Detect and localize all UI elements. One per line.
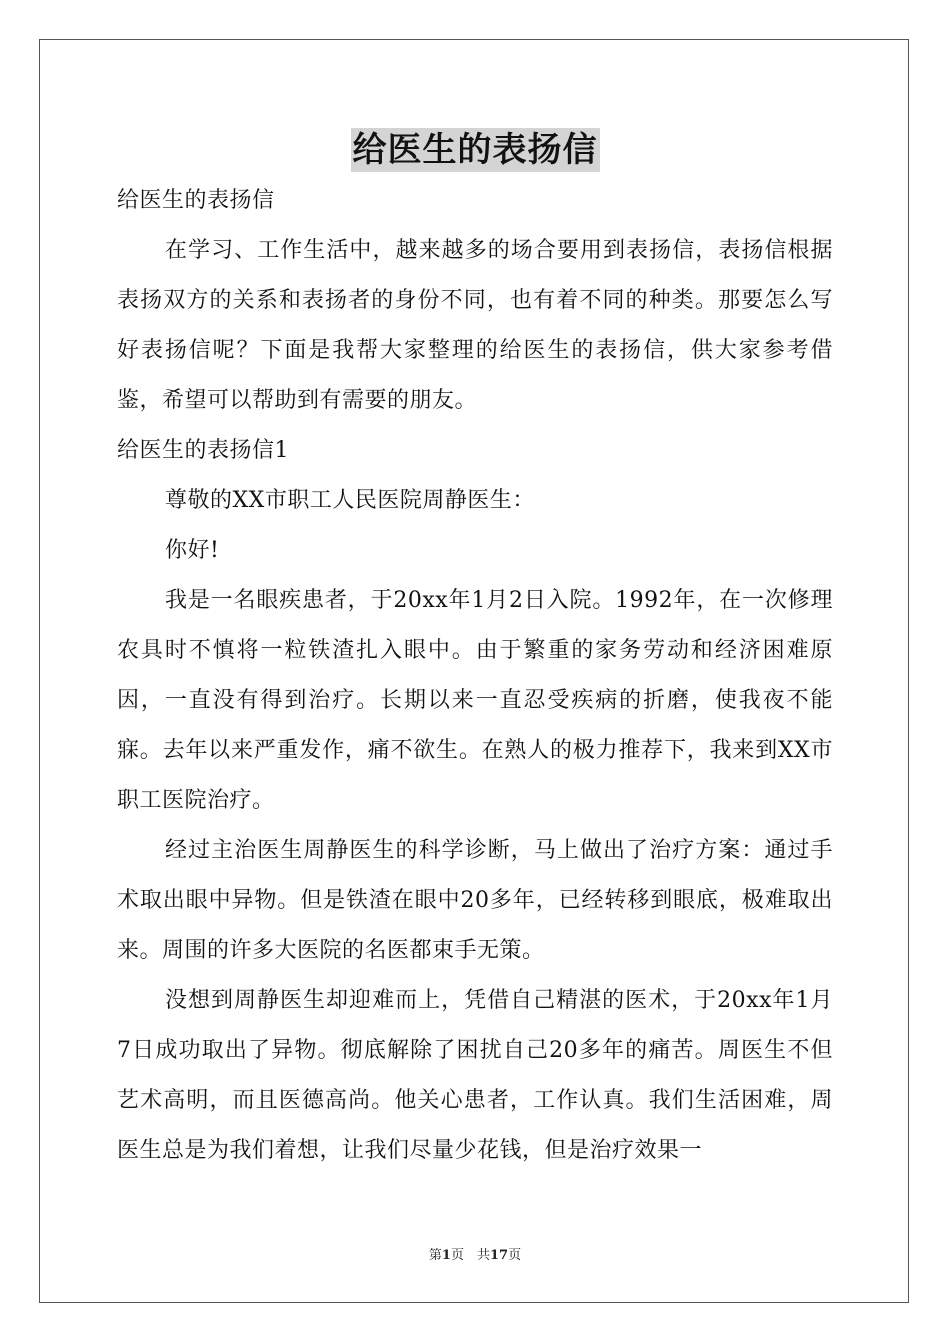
page-current: 1: [441, 1248, 451, 1263]
paragraph: 没想到周静医生却迎难而上，凭借自己精湛的医术，于20xx年1月7日成功取出了异物。彻底解除了困扰自己20多年的痛苦。周医生不但艺术高明，而且医德高尚。他关心患者，工作认真。我们生活困难，周医生总是为我们着想，让我们尽量少花钱，但是治疗效果一: [117, 988, 833, 1163]
page-mid: 页 共: [450, 1248, 490, 1263]
page-suffix: 页: [508, 1248, 522, 1263]
page-prefix: 第: [428, 1248, 442, 1263]
paragraph: 经过主治医生周静医生的科学诊断，马上做出了治疗方案：通过手术取出眼中异物。但是铁渣在眼中20多年，已经转移到眼底，极难取出来。周围的许多大医院的名医都束手无策。: [117, 838, 833, 963]
paragraph: 我是一名眼疾患者，于20xx年1月2日入院。1992年，在一次修理农具时不慎将一粒铁渣扎入眼中。由于繁重的家务劳动和经济困难原因，一直没有得到治疗。长期以来一直忍受疾病的折磨，使我夜不能寐。去年以来严重发作，痛不欲生。在熟人的极力推荐下，我来到XX市职工医院治疗。: [117, 588, 833, 813]
section-heading: 给医生的表扬信1: [117, 438, 289, 463]
title-container: [0, 128, 950, 172]
paragraph: 在学习、工作生活中，越来越多的场合要用到表扬信，表扬信根据表扬双方的关系和表扬者的身份不同，也有着不同的种类。那要怎么写好表扬信呢？下面是我帮大家整理的给医生的表扬信，供大家参考借鉴，希望可以帮助到有需要的朋友。: [117, 238, 833, 413]
salutation: 尊敬的XX市职工人民医院周静医生：: [165, 488, 535, 513]
page-total: 17: [489, 1248, 509, 1263]
greeting: 你好!: [165, 538, 220, 563]
document-body: [117, 176, 833, 1176]
paragraph: 给医生的表扬信: [117, 188, 275, 213]
document-title: 给医生的表扬信: [352, 130, 598, 170]
page-footer: [0, 1247, 950, 1265]
